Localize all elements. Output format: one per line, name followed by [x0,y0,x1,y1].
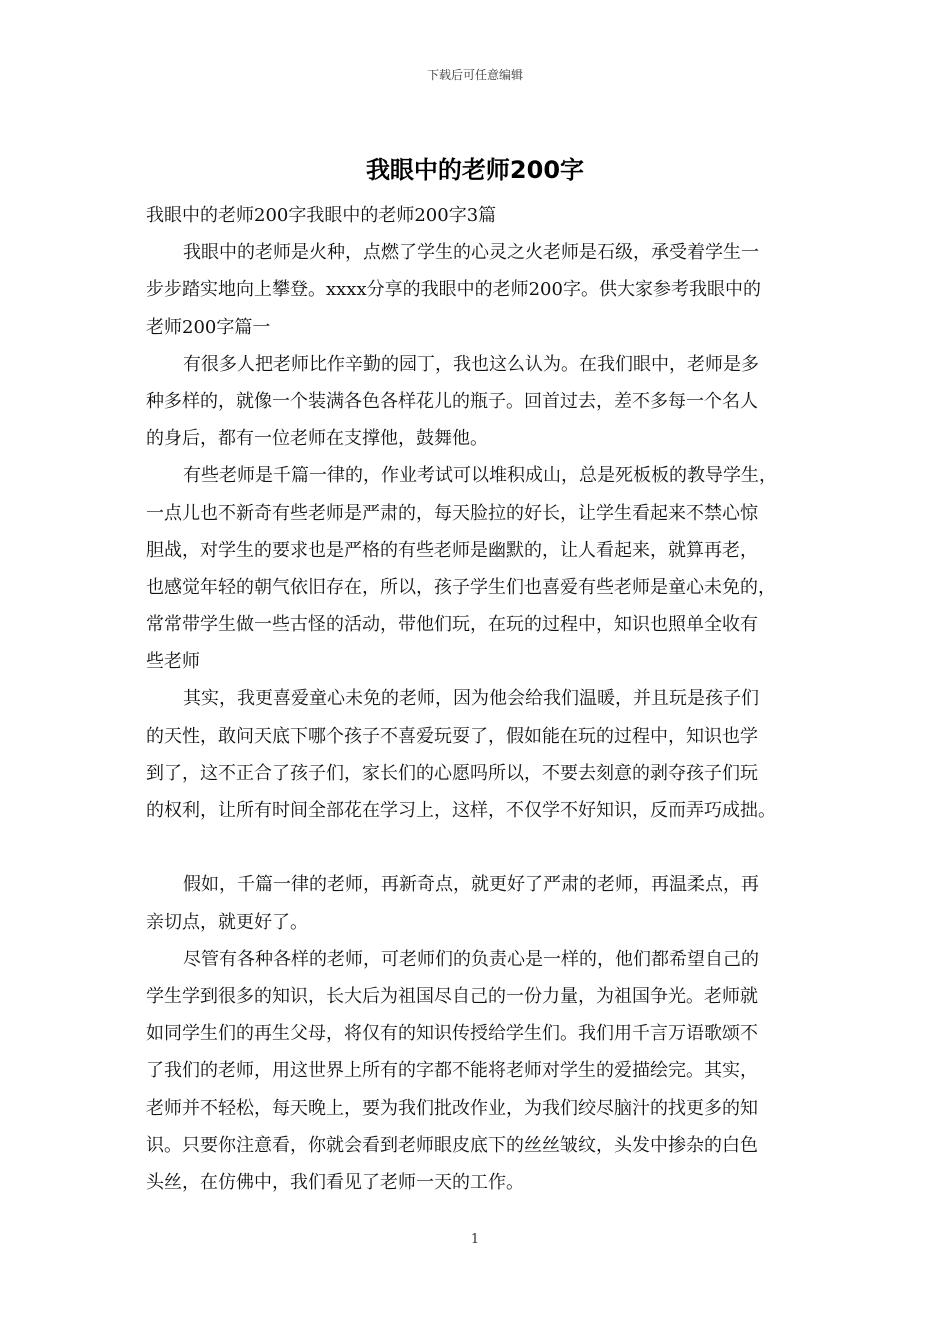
text-line: 识。只要你注意看，你就会看到老师眼皮底下的丝丝皱纹，头发中掺杂的白色 [146,1134,758,1156]
text-line: 亲切点，就更好了。 [146,911,308,933]
text-line: 我眼中的老师是火种，点燃了学生的心灵之火老师是石级，承受着学生一 [183,242,759,264]
text-line: 些老师 [146,651,200,673]
text-line: 的身后，都有一位老师在支撑他，鼓舞他。 [146,428,488,450]
text-line: 种多样的，就像一个装满各色各样花儿的瓶子。回首过去，差不多每一个名人 [146,390,758,412]
text-line: 到了，这不正合了孩子们，家长们的心愿吗所以，不要去刻意的剥夺孩子们玩 [146,762,758,784]
text-line: 有很多人把老师比作辛勤的园丁，我也这么认为。在我们眼中，老师是多 [183,353,759,375]
text-line: 如同学生们的再生父母，将仅有的知识传授给学生们。我们用千言万语歌颂不 [146,1023,758,1045]
text-line: 有些老师是千篇一律的，作业考试可以堆积成山，总是死板板的教导学生， [183,465,777,487]
page-header: 下载后可任意编辑 [426,68,523,82]
text-line: 尽管有各种各样的老师，可老师们的负责心是一样的，他们都希望自己的 [183,948,759,970]
text-line: 学生学到很多的知识，长大后为祖国尽自己的一份力量，为祖国争光。老师就 [146,985,758,1007]
text-line: 头丝，在仿佛中，我们看见了老师一天的工作。 [146,1171,524,1193]
document-body [146,197,826,1201]
text-line: 假如，千篇一律的老师，再新奇点，就更好了严肃的老师，再温柔点，再 [183,874,759,896]
document-title: 我眼中的老师200字 [365,156,585,184]
text-line: 步步踏实地向上攀登。xxxx分享的我眼中的老师200字。供大家参考我眼中的 [146,279,761,301]
text-line: 也感觉年轻的朝气依旧存在，所以，孩子学生们也喜爱有些老师是童心未免的， [146,576,776,598]
text-line: 了我们的老师，用这世界上所有的字都不能将老师对学生的爱描绘完。其实， [146,1060,758,1082]
text-line: 老师200字篇一 [146,316,271,338]
text-line: 老师并不轻松，每天晚上，要为我们批改作业，为我们绞尽脑汁的找更多的知 [146,1097,758,1119]
text-line: 其实，我更喜爱童心未免的老师，因为他会给我们温暖，并且玩是孩子们 [183,688,759,710]
page-number: 1 [470,1232,480,1247]
text-line: 的权利，让所有时间全部花在学习上，这样，不仅学不好知识，反而弄巧成拙。 [146,800,776,821]
text-line: 我眼中的老师200字我眼中的老师200字3篇 [146,205,497,226]
text-line: 一点儿也不新奇有些老师是严肃的，每天脸拉的好长，让学生看起来不禁心惊 [146,502,758,524]
blank-line [146,829,826,866]
text-line: 胆战，对学生的要求也是严格的有些老师是幽默的，让人看起来，就算再老， [146,539,758,561]
text-line: 的天性，敢问天底下哪个孩子不喜爱玩耍了，假如能在玩的过程中，知识也学 [146,725,758,747]
text-line: 常常带学生做一些古怪的活动，带他们玩，在玩的过程中，知识也照单全收有 [146,614,758,636]
